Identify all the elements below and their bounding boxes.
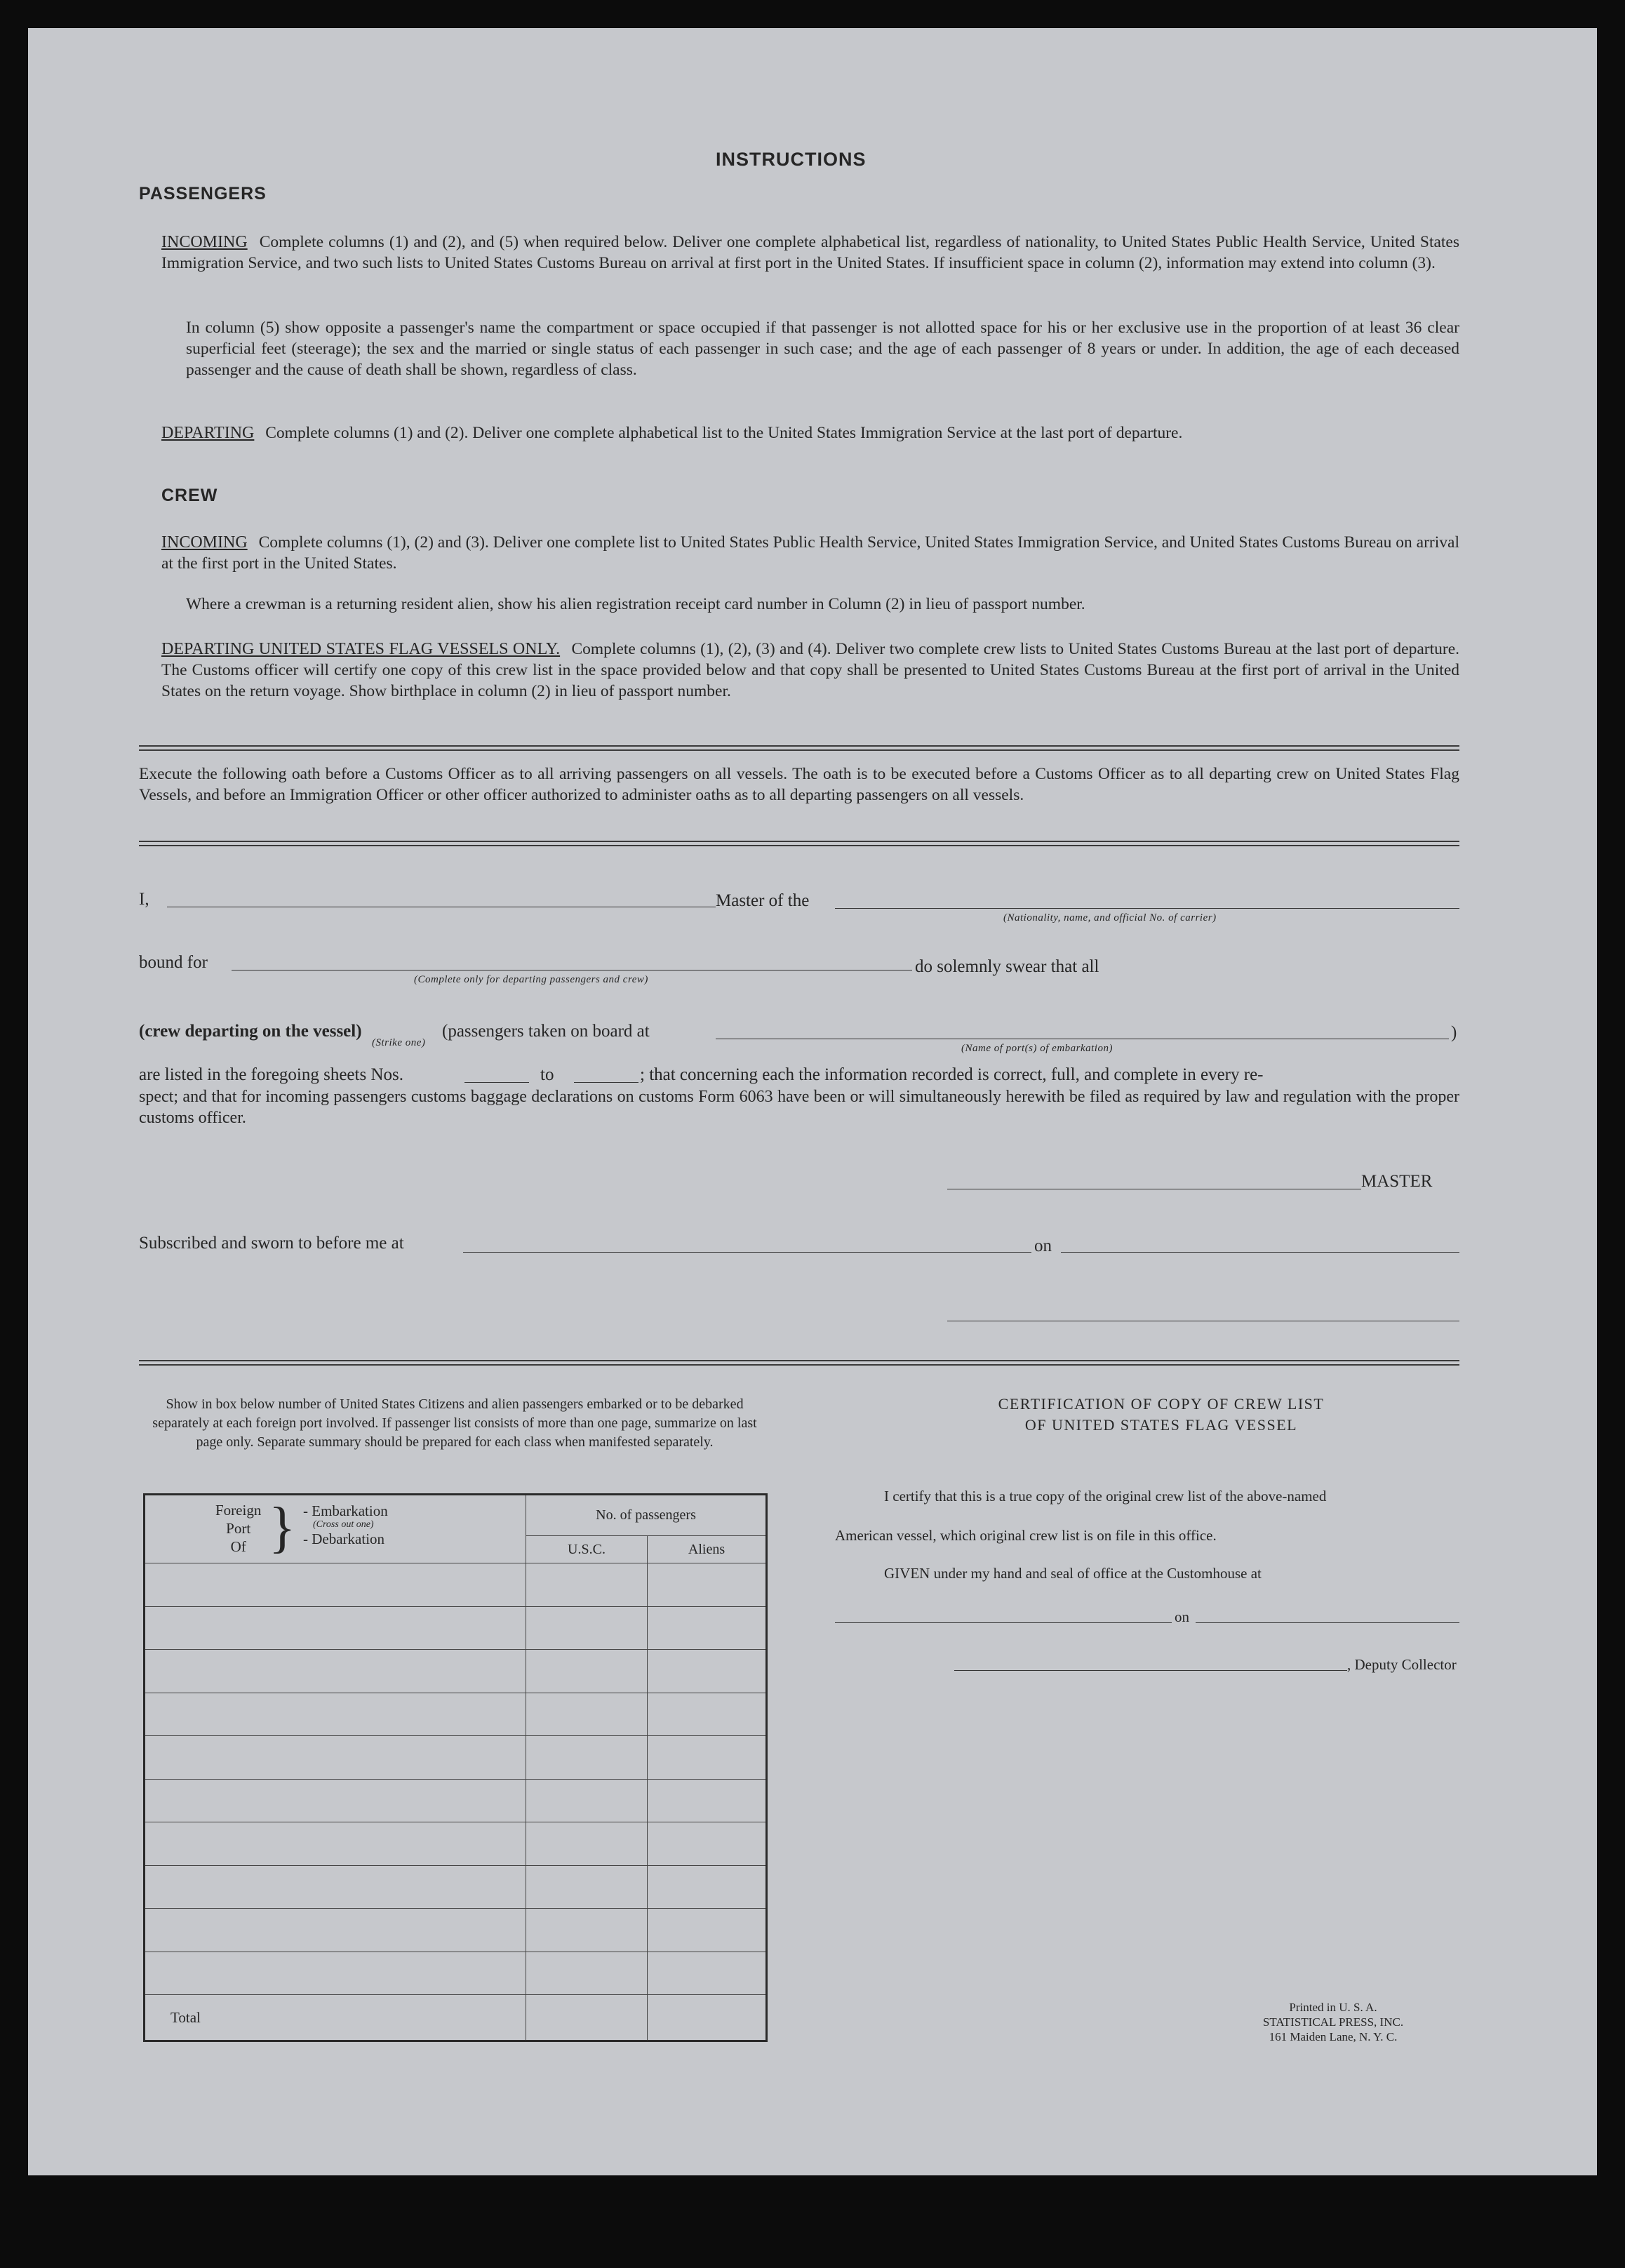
certification-on-label: on <box>1175 1608 1189 1625</box>
table-header-row <box>145 1495 767 1536</box>
table-row <box>145 1563 767 1607</box>
crew-incoming-label: INCOMING <box>161 533 248 552</box>
table-row <box>145 1952 767 1995</box>
certification-line-3: GIVEN under my hand and seal of office at the Customhouse at <box>884 1565 1262 1582</box>
crew-incoming-text: Complete columns (1), (2) and (3). Deliver one complete list to United States Public Health Service, United States Immigration Service, and United States Customs Bureau on arrival at the first port in the United States. <box>161 533 1460 573</box>
subscribed-label: Subscribed and sworn to before me at <box>139 1234 404 1253</box>
sworn-place-field[interactable] <box>463 1252 1031 1253</box>
strike-one-hint: (Strike one) <box>372 1037 426 1048</box>
ports-hint: (Name of port(s) of embarkation) <box>961 1043 1113 1054</box>
usc-cell[interactable] <box>526 1693 648 1736</box>
aliens-cell[interactable] <box>648 1865 767 1909</box>
usc-cell[interactable] <box>526 1909 648 1952</box>
usc-cell[interactable] <box>526 1563 648 1607</box>
foreign-port-of <box>215 1501 261 1556</box>
customhouse-field[interactable] <box>835 1622 1172 1623</box>
crew-heading: CREW <box>161 486 218 505</box>
passengers-incoming-paragraph <box>161 232 1459 274</box>
port-cell[interactable] <box>145 1693 526 1736</box>
port-cell[interactable] <box>145 1606 526 1650</box>
swear-label: do solemnly swear that all <box>915 957 1099 976</box>
table-row <box>145 1650 767 1693</box>
certification-title-line-1: CERTIFICATION OF COPY OF CREW LIST <box>998 1395 1325 1413</box>
crew-departing-text: (crew departing on the vessel) <box>139 1022 362 1041</box>
table-row <box>145 1779 767 1822</box>
certification-title-line-2: OF UNITED STATES FLAG VESSEL <box>1024 1416 1298 1434</box>
aliens-cell[interactable] <box>648 1563 767 1607</box>
certification-line-2: American vessel, which original crew list is on file in this office. <box>835 1527 1217 1544</box>
usc-cell[interactable] <box>526 1779 648 1822</box>
crew-departing-label: DEPARTING UNITED STATES FLAG VESSELS ONLY. <box>161 640 561 658</box>
printer-line-2: STATISTICAL PRESS, INC. <box>1262 2015 1404 2029</box>
table-row <box>145 1822 767 1866</box>
total-row <box>145 1995 767 2041</box>
passengers-departing-text: Complete columns (1) and (2). Deliver one complete alphabetical list to the United States Immigration Service at the last port of departure. <box>265 424 1183 442</box>
table-row <box>145 1606 767 1650</box>
printer-imprint <box>1221 2000 1445 2044</box>
section-divider <box>139 1360 1459 1366</box>
form-page <box>28 28 1597 2175</box>
debarkation-option[interactable]: - Debarkation <box>303 1530 385 1547</box>
total-label: Total <box>145 1995 526 2041</box>
port-header-cell <box>145 1495 526 1563</box>
passengers-column5-paragraph: In column (5) show opposite a passenger's name the compartment or space occupied if that passenger is not allotted space for his or her exclusive use in the proportion of at least 36 clear superficial feet (steerage); the sex and the married or single status of each passenger in such case; and the age of each passenger of 8 years or under. In addition, the age of each deceased passenger and the cause of death shall be shown, regardless of class. <box>186 319 1459 379</box>
page-title: INSTRUCTIONS <box>716 149 867 170</box>
usc-cell[interactable] <box>526 1650 648 1693</box>
foreign-word: Foreign <box>215 1502 262 1519</box>
certification-title <box>863 1394 1459 1436</box>
table-row <box>145 1909 767 1952</box>
table-row <box>145 1736 767 1780</box>
crew-departing-option[interactable] <box>139 1022 362 1041</box>
passengers-taken-label: (passengers taken on board at <box>442 1022 650 1041</box>
embark-debark-options[interactable] <box>303 1502 388 1547</box>
port-cell[interactable] <box>145 1952 526 1995</box>
aliens-cell[interactable] <box>648 1650 767 1693</box>
oath-intro: Execute the following oath before a Customs Officer as to all arriving passengers on all vessels. The oath is to be executed before a Customs Officer as to all departing crew on United States Flag Vessels, and before an Immigration Officer or other officer authorized to administer oaths as to all departing passengers on all vessels. <box>139 765 1459 804</box>
section-divider <box>139 745 1459 751</box>
port-cell[interactable] <box>145 1822 526 1866</box>
passengers-heading: PASSENGERS <box>139 184 267 204</box>
sworn-on-label: on <box>1034 1236 1052 1255</box>
sworn-date-field[interactable] <box>1061 1252 1459 1253</box>
certification-line-1: I certify that this is a true copy of the original crew list of the above-named <box>884 1488 1327 1505</box>
summary-instructions: Show in box below number of United States Citizens and alien passengers embarked or to be debarked separately at each foreign port involved. If passenger list consists of more than one page, summarize on last page only. Separate summary should be prepared for each class when manifested separately. <box>152 1396 757 1450</box>
crew-incoming-paragraph <box>161 532 1459 574</box>
sheets-label: are listed in the foregoing sheets Nos. <box>139 1065 403 1084</box>
oath-i-label: I, <box>139 890 149 909</box>
aliens-cell[interactable] <box>648 1736 767 1780</box>
table-row <box>145 1693 767 1736</box>
sheets-continued: ; that concerning each the information recorded is correct, full, and complete in every re- <box>640 1065 1264 1084</box>
of-word: Of <box>230 1538 246 1555</box>
port-cell[interactable] <box>145 1736 526 1780</box>
usc-cell[interactable] <box>526 1952 648 1995</box>
brace-icon: } <box>269 1497 296 1559</box>
port-cell[interactable] <box>145 1563 526 1607</box>
bound-for-hint: (Complete only for departing passengers and crew) <box>414 974 648 985</box>
cross-out-hint: (Cross out one) <box>313 1519 374 1530</box>
usc-total-cell[interactable] <box>526 1995 648 2041</box>
master-of-label: Master of the <box>716 891 810 910</box>
aliens-cell[interactable] <box>648 1779 767 1822</box>
port-cell[interactable] <box>145 1779 526 1822</box>
usc-cell[interactable] <box>526 1865 648 1909</box>
aliens-cell[interactable] <box>648 1822 767 1866</box>
aliens-cell[interactable] <box>648 1693 767 1736</box>
section-divider <box>139 841 1459 846</box>
usc-cell[interactable] <box>526 1606 648 1650</box>
embarkation-option[interactable]: - Embarkation <box>303 1502 388 1519</box>
passengers-departing-label: DEPARTING <box>161 424 255 442</box>
usc-cell[interactable] <box>526 1736 648 1780</box>
passengers-incoming-label: INCOMING <box>161 233 248 251</box>
crew-departing-text: Complete columns (1), (2), (3) and (4). Deliver two complete crew lists to United States Customs Bureau at the last port of departure. The Customs officer will certify one copy of this crew list in the space provided below and that copy shall be presented to United States Customs Bureau at the first port of arrival in the United States on the return voyage. Show birthplace in column (2) in lieu of passport number. <box>161 640 1460 700</box>
port-cell[interactable] <box>145 1909 526 1952</box>
printer-line-3: 161 Maiden Lane, N. Y. C. <box>1269 2030 1398 2043</box>
aliens-cell[interactable] <box>648 1606 767 1650</box>
close-paren: ) <box>1451 1023 1457 1042</box>
deputy-collector-label: , Deputy Collector <box>1347 1656 1457 1673</box>
port-cell[interactable] <box>145 1650 526 1693</box>
sheets-to-label: to <box>540 1065 554 1084</box>
port-word: Port <box>226 1520 251 1537</box>
passengers-departing-paragraph <box>161 422 1459 443</box>
aliens-cell[interactable] <box>648 1952 767 1995</box>
carrier-hint: (Nationality, name, and official No. of carrier) <box>1003 912 1217 923</box>
master-label: MASTER <box>1361 1172 1433 1191</box>
sheet-from-field[interactable] <box>464 1082 529 1083</box>
usc-cell[interactable] <box>526 1822 648 1866</box>
usc-header: U.S.C. <box>526 1536 648 1563</box>
crew-alien-paragraph: Where a crewman is a returning resident alien, show his alien registration receipt card number in Column (2) in lieu of passport number. <box>186 595 1085 613</box>
certification-date-field[interactable] <box>1196 1622 1459 1623</box>
oath-body-text: spect; and that for incoming passengers customs baggage declarations on customs Form 6063 have been or will simultaneously herewith be filed as required by law and regulation with the proper customs officer. <box>139 1088 1459 1127</box>
carrier-field[interactable] <box>835 908 1459 909</box>
table-row <box>145 1865 767 1909</box>
aliens-header: Aliens <box>648 1536 767 1563</box>
aliens-cell[interactable] <box>648 1909 767 1952</box>
bound-for-label: bound for <box>139 953 208 972</box>
port-cell[interactable] <box>145 1865 526 1909</box>
printer-line-1: Printed in U. S. A. <box>1289 2001 1377 2014</box>
passengers-incoming-text: Complete columns (1) and (2), and (5) when required below. Deliver one complete alphabetical list, regardless of nationality, to United States Public Health Service, United States Immigration Service, and two such lists to United States Customs Bureau on arrival at first port in the United States. If insufficient space in column (2), information may extend into column (3). <box>161 233 1460 272</box>
sheet-to-field[interactable] <box>574 1082 638 1083</box>
passenger-summary-table <box>143 1493 768 2042</box>
aliens-total-cell[interactable] <box>648 1995 767 2041</box>
no-passengers-header: No. of passengers <box>526 1495 767 1536</box>
crew-departing-paragraph <box>161 639 1459 702</box>
deputy-signature-field[interactable] <box>954 1670 1347 1671</box>
